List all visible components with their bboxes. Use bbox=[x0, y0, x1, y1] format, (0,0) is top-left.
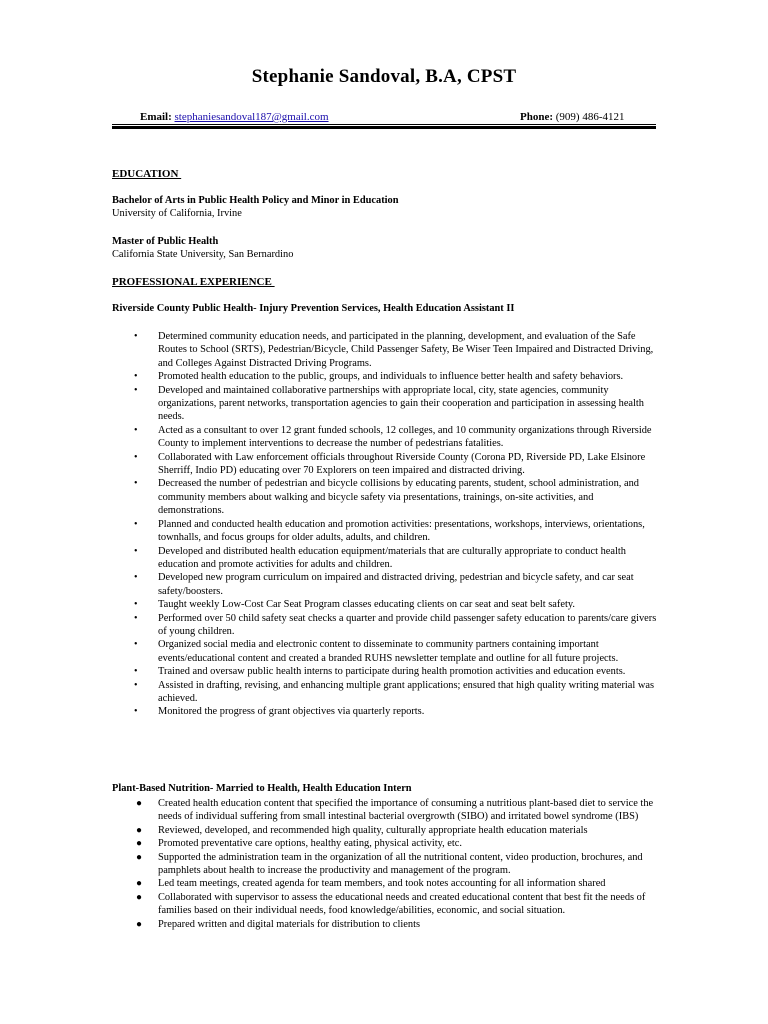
school-name: California State University, San Bernardino bbox=[112, 249, 294, 260]
bullet-item bbox=[112, 824, 657, 837]
bullet-icon: • bbox=[134, 679, 138, 691]
bullet-text: Led team meetings, created agenda for team members, and took notes accounting for all information shared bbox=[158, 878, 606, 890]
bullet-item bbox=[112, 665, 657, 678]
job-title: Plant-Based Nutrition- Married to Health, Health Education Intern bbox=[112, 783, 412, 794]
bullet-text: Prepared written and digital materials for distribution to clients bbox=[158, 918, 421, 930]
bullet-text: Reviewed, developed, and recommended high quality, culturally appropriate health education materials bbox=[158, 824, 588, 836]
bullet-text: Performed over 50 child safety seat checks a quarter and provide child passenger safety education to parents/care givers of young children. bbox=[158, 612, 657, 637]
bullet-item bbox=[112, 571, 657, 598]
bullet-text: Supported the administration team in the organization of all the nutritional content, video production, brochures, and pamphlets about health to increase the productivity and management of the program. bbox=[158, 851, 643, 877]
experience-heading: PROFESSIONAL EXPERIENCE bbox=[112, 276, 275, 288]
bullet-item bbox=[112, 851, 657, 878]
header-divider-thin bbox=[112, 124, 656, 125]
bullet-icon: • bbox=[134, 478, 138, 490]
bullet-item bbox=[112, 477, 657, 517]
bullet-item bbox=[112, 451, 657, 478]
bullet-item bbox=[112, 679, 657, 706]
bullet-icon: • bbox=[134, 384, 138, 396]
bullet-icon: • bbox=[134, 599, 138, 611]
bullet-item bbox=[112, 330, 657, 370]
education-heading: EDUCATION bbox=[112, 168, 182, 180]
bullet-icon: ● bbox=[136, 918, 143, 930]
bullet-icon: ● bbox=[136, 824, 143, 836]
bullet-item bbox=[112, 384, 657, 424]
bullet-text: Acted as a consultant to over 12 grant funded schools, 12 colleges, and 10 community organizations through Riverside County to implement interventions to decrease the number of pedestrians fatalities. bbox=[158, 424, 652, 450]
bullet-text: Promoted health education to the public, groups, and individuals to influence better health and safety behaviors. bbox=[158, 371, 624, 383]
bullet-icon: • bbox=[134, 572, 138, 584]
bullet-text: Trained and oversaw public health interns to participate during health promotion activities and education events. bbox=[158, 666, 626, 678]
bullet-text: Determined community education needs, and participated in the planning, development, and evaluation of the Safe Routes to School (SRTS), Pedestrian/Bicycle, Child Passenger Safety, Be Wiser Teen Impaired and Distracted Driving, and Colleges Against Distracted Driving Programs. bbox=[158, 331, 654, 369]
bullet-icon: • bbox=[134, 518, 138, 530]
bullet-text: Developed and distributed health education equipment/materials that are culturally appropriate to conduct health education and promote activities for adults and children. bbox=[158, 545, 626, 570]
bullet-item bbox=[112, 370, 657, 383]
bullet-text: Developed and maintained collaborative partnerships with appropriate local, city, state agencies, community organizations, parent networks, transportation agencies to gain their cooperation and participation in assessing health needs. bbox=[158, 384, 645, 423]
phone-block bbox=[520, 111, 625, 123]
bullet-text: Collaborated with supervisor to assess the educational needs and created educational content that best fit the needs of families based on their individual needs, food knowledge/abilities, economic, and social situation. bbox=[158, 891, 646, 917]
bullet-item bbox=[112, 424, 657, 451]
bullet-item bbox=[112, 518, 657, 545]
bullet-icon: ● bbox=[136, 891, 143, 903]
bullet-icon: ● bbox=[136, 851, 143, 863]
bullet-text: Organized social media and electronic content to disseminate to community partners containing important events/educational content and created a branded RUHS newsletter template and outline for all future projects. bbox=[158, 639, 619, 664]
bullet-item bbox=[112, 797, 657, 824]
bullet-icon: ● bbox=[136, 838, 143, 850]
bullet-text: Assisted in drafting, revising, and enhancing multiple grant applications; ensured that high quality writing material was achieved. bbox=[158, 679, 655, 704]
bullet-text: Monitored the progress of grant objectives via quarterly reports. bbox=[158, 706, 425, 718]
bullet-icon: ● bbox=[136, 878, 143, 890]
bullet-text: Collaborated with Law enforcement officials throughout Riverside County (Corona PD, Riverside PD, Lake Elsinore Sherriff, Indio PD) educating over 70 Explorers on teen impaired and distracted driving. bbox=[158, 451, 646, 477]
bullet-icon: • bbox=[134, 612, 138, 624]
bullet-item bbox=[112, 612, 657, 639]
bullet-icon: • bbox=[134, 371, 138, 383]
phone-number: (909) 486-4121 bbox=[555, 111, 625, 123]
bullet-text: Developed new program curriculum on impaired and distracted driving, pedestrian and bicycle safety, and car seat safety/boosters. bbox=[158, 572, 634, 597]
bullet-icon: • bbox=[134, 666, 138, 678]
contact-line bbox=[140, 111, 656, 123]
bullet-text: Planned and conducted health education and promotion activities: presentations, workshops, interviews, orientations, townhalls, and focus groups for older adults, adults, and children. bbox=[158, 518, 645, 544]
bullet-text: Promoted preventative care options, healthy eating, physical activity, etc. bbox=[158, 838, 463, 850]
bullet-item bbox=[112, 891, 657, 918]
bullet-text: Decreased the number of pedestrian and bicycle collisions by educating parents, student, school administration, and community members about walking and bicycle safety via presentations, trainings, on-site activities, and demonstrations. bbox=[158, 478, 640, 517]
bullet-icon: • bbox=[134, 451, 138, 463]
bullet-icon: • bbox=[134, 639, 138, 651]
bullet-item bbox=[112, 545, 657, 572]
job-bullet-list bbox=[112, 330, 657, 719]
bullet-item bbox=[112, 877, 657, 890]
job-bullet-list bbox=[112, 797, 657, 931]
bullet-text: Taught weekly Low-Cost Car Seat Program classes educating clients on car seat and seat belt safety. bbox=[158, 599, 575, 611]
bullet-text: Created health education content that specified the importance of consuming a nutritious plant-based diet to service the needs of individual suffering from small intestinal bacterial overgrowth (SIBO) and irritated bowel syndrome (IBS) bbox=[158, 798, 654, 823]
bullet-icon: ● bbox=[136, 798, 143, 809]
bullet-item bbox=[112, 918, 657, 931]
bullet-icon: • bbox=[134, 545, 138, 557]
email-label: Email: bbox=[140, 111, 172, 123]
bullet-item bbox=[112, 837, 657, 850]
bullet-item bbox=[112, 705, 657, 718]
bullet-icon: • bbox=[134, 331, 138, 342]
bullet-icon: • bbox=[134, 424, 138, 436]
email-link[interactable]: stephaniesandoval187@gmail.com bbox=[174, 111, 329, 123]
degree-title: Master of Public Health bbox=[112, 236, 219, 247]
header-divider-thick bbox=[112, 126, 656, 129]
job-title: Riverside County Public Health- Injury Prevention Services, Health Education Assistant II bbox=[112, 303, 515, 314]
degree-title: Bachelor of Arts in Public Health Policy and Minor in Education bbox=[112, 195, 399, 206]
bullet-item bbox=[112, 598, 657, 611]
school-name: University of California, Irvine bbox=[112, 208, 242, 219]
phone-label: Phone: bbox=[520, 111, 553, 123]
bullet-icon: • bbox=[134, 706, 138, 718]
candidate-name: Stephanie Sandoval, B.A, CPST bbox=[251, 66, 517, 87]
bullet-item bbox=[112, 638, 657, 665]
